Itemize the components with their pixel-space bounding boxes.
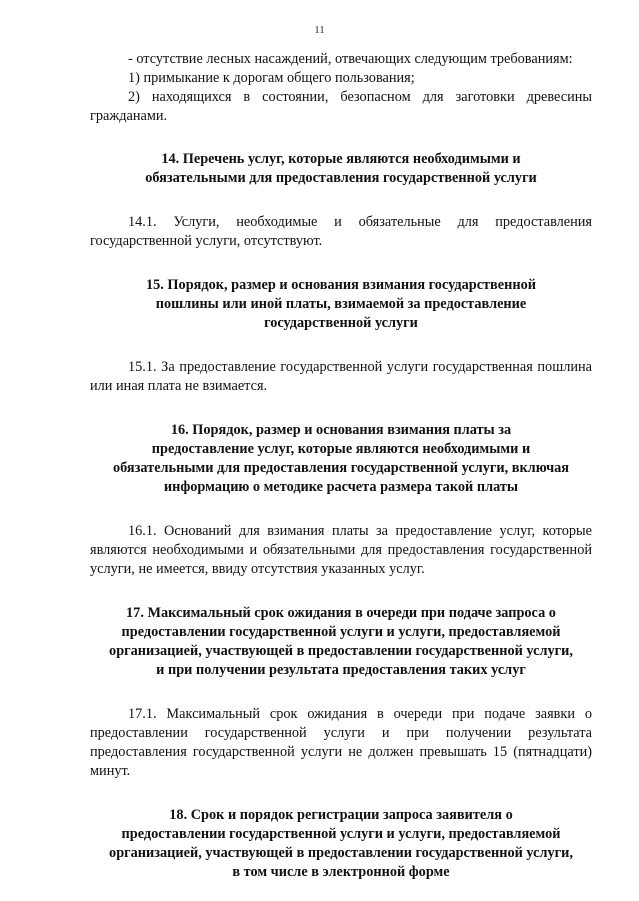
section-heading	[90, 421, 592, 497]
heading-line: в том числе в электронной форме	[232, 864, 450, 880]
section-15	[90, 276, 592, 396]
section-18	[90, 806, 592, 882]
heading-line: обязательными для предоставления государственной услуги	[145, 170, 537, 186]
heading-line: государственной услуги	[264, 315, 418, 331]
section-heading	[90, 806, 592, 882]
heading-line: 16. Порядок, размер и основания взимания платы за	[170, 422, 512, 438]
heading-line: предоставлении государственной услуги и услуги, предоставляемой	[121, 826, 561, 842]
section-paragraph: 17.1. Максимальный срок ожидания в очереди при подаче заявки о предоставлении государственной услуги и при получении результата предоставления государственной услуги не должен превышать 15 (пятнадцати) минут.	[90, 706, 592, 779]
document-body	[90, 50, 592, 882]
intro-block	[90, 50, 592, 126]
section-17	[90, 604, 592, 781]
heading-line: предоставление услуг, которые являются необходимыми и	[151, 441, 531, 457]
heading-line: организацией, участвующей в предоставлении государственной услуги,	[109, 845, 573, 861]
heading-line: пошлины или иной платы, взимаемой за предоставление	[155, 296, 527, 312]
heading-line: 15. Порядок, размер и основания взимания государственной	[145, 277, 536, 293]
heading-line: 17. Максимальный срок ожидания в очереди при подаче запроса о	[126, 605, 556, 621]
section-heading	[90, 276, 592, 333]
section-heading	[90, 150, 592, 188]
heading-line: 14. Перечень услуг, которые являются необходимыми и	[161, 151, 521, 167]
section-paragraph: 16.1. Оснований для взимания платы за предоставление услуг, которые являются необходимыми и обязательными для предоставления государственной услуги, не имеется, ввиду отсутствия указанных услуг.	[90, 523, 592, 577]
heading-line: организацией, участвующей в предоставлении государственной услуги,	[109, 643, 573, 659]
heading-line: и при получении результата предоставления таких услуг	[156, 662, 526, 678]
intro-bullet-text: - отсутствие лесных насаждений, отвечающих следующим требованиям:	[128, 51, 573, 67]
section-14	[90, 150, 592, 251]
list-item: 2) находящихся в состоянии, безопасном для заготовки древесины гражданами.	[90, 89, 592, 124]
heading-line: предоставлении государственной услуги и услуги, предоставляемой	[121, 624, 561, 640]
section-paragraph: 14.1. Услуги, необходимые и обязательные для предоставления государственной услуги, отсутствуют.	[90, 214, 592, 249]
heading-line: 18. Срок и порядок регистрации запроса заявителя о	[169, 807, 513, 823]
section-heading	[90, 604, 592, 680]
heading-line: обязательными для предоставления государственной услуги, включая	[112, 460, 570, 476]
intro-list	[90, 69, 592, 126]
section-paragraph: 15.1. За предоставление государственной услуги государственная пошлина или иная плата не взимается.	[90, 359, 592, 394]
section-16	[90, 421, 592, 579]
page-number: 11	[314, 24, 325, 36]
list-item: 1) примыкание к дорогам общего пользования;	[128, 70, 415, 86]
heading-line: информацию о методике расчета размера такой платы	[163, 479, 519, 495]
